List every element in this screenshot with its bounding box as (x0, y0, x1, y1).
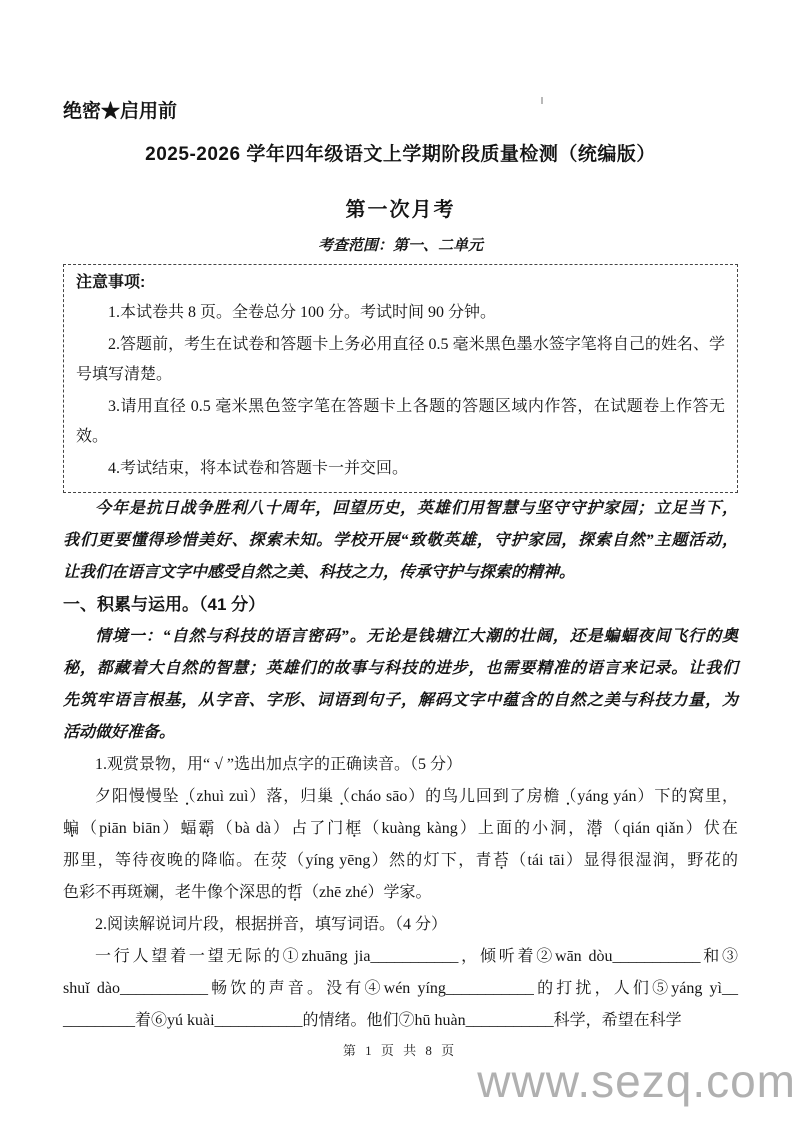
paper-subtitle: 第一次月考 (345, 199, 456, 221)
notice-item-list (76, 298, 725, 484)
notice-item: 2.答题前，考生在试卷和答题卡上务必用直径 0.5 毫米黑色墨水签字笔将自己的姓名、学号填写清楚。 (76, 336, 725, 383)
question-1-passage (63, 781, 738, 909)
text-line: 让我们在语言文字中感受自然之美、科技之力，传承守护与探索的精神。 (63, 564, 576, 581)
scenario-1-paragraph (63, 621, 738, 749)
dotted-character: 哲 (287, 884, 304, 901)
dotted-character: 苔 (492, 852, 511, 869)
exam-scope: 考查范围：第一、二单元 (317, 238, 483, 254)
text-line: 蝙（piān biān）蝠霸（bà dà）占了门框（kuàng kàng）上面的小洞，潜（qián qiǎn）伏在 (63, 820, 738, 837)
question-1-prompt: 1.观赏景物，用“ √ ”选出加点字的正确读音。（5 分） (95, 756, 462, 773)
text-line: 秘，都藏着大自然的智慧；英雄们的故事与科技的进步，也需要精准的语言来记录。让我们 (63, 660, 738, 677)
dotted-character: 框 (345, 820, 364, 837)
dotted-character: 巢 (317, 788, 334, 805)
text-line: 夕阳慢慢坠（zhuì zuì）落，归巢（cháo sāo）的鸟儿回到了房檐（yáng yán）下的窝里， (95, 788, 738, 805)
text-line: 色彩不再斑斓，老牛像个深思的哲（zhē zhé）学家。 (63, 884, 432, 901)
dotted-character: 坠 (162, 788, 180, 805)
dotted-character: 潜 (586, 820, 605, 837)
intro-paragraph (63, 493, 738, 589)
question-2-prompt: 2.阅读解说词片段，根据拼音，填写词语。（4 分） (95, 916, 448, 933)
dotted-character: 霸 (198, 820, 217, 837)
text-line: 活动做好准备。 (63, 724, 176, 741)
notice-item: 1.本试卷共 8 页。全卷总分 100 分。考试时间 90 分钟。 (108, 304, 497, 321)
section-1-heading: 一、积累与运用。（41 分） (63, 595, 266, 614)
dotted-character: 檐 (543, 788, 561, 805)
dotted-character: 蝙 (63, 820, 82, 837)
notice-item: 4.考试结束，将本试卷和答题卡一并交回。 (108, 460, 409, 477)
text-line: shuǐ dào___________畅饮的声音。没有④wén yíng___________的打扰，人们⑤yáng yì__ (63, 980, 738, 997)
notice-heading: 注意事项: (76, 274, 146, 291)
page-number-footer: 第 1 页 共 8 页 (342, 1043, 458, 1058)
page-content (63, 100, 738, 1037)
text-line: 一行人望着一望无际的①zhuāng jia___________，倾听着②wān dòu___________和③ (95, 948, 738, 965)
text-line: 那里，等待夜晚的降临。在荧（yíng yēng）然的灯下，青苔（tái tāi）显得很湿润，野花的 (63, 852, 738, 869)
text-line: 先筑牢语言根基，从字音、字形、词语到句子，解码文字中蕴含的自然之美与科技力量，为 (63, 692, 738, 709)
watermark: www.sezq.com (477, 1055, 796, 1107)
text-line: 今年是抗日战争胜利八十周年，回望历史，英雄们用智慧与坚守守护家园；立足当下， (95, 500, 738, 517)
paper-title: 2025-2026 学年四年级语文上学期阶段质量检测（统编版） (145, 144, 656, 165)
text-line: 我们更要懂得珍惜美好、探索未知。学校开展“致敬英雄，守护家园，探索自然”主题活动， (63, 532, 738, 549)
question-2-fill-in-text (63, 941, 738, 1037)
dotted-character: 荧 (270, 852, 289, 869)
notice-box (63, 264, 738, 493)
notice-item: 3.请用直径 0.5 毫米黑色签字笔在答题卡上各题的答题区域内作答，在试题卷上作答无效。 (76, 398, 725, 445)
text-line: _________着⑥yú kuài___________的情绪。他们⑦hū huàn___________科学，希望在科学 (63, 1012, 682, 1029)
classification-banner: 绝密★启用前 (63, 101, 178, 122)
text-line: 情境一：“自然与科技的语言密码”。无论是钱塘江大潮的壮阔，还是蝙蝠夜间飞行的奥 (95, 628, 738, 645)
